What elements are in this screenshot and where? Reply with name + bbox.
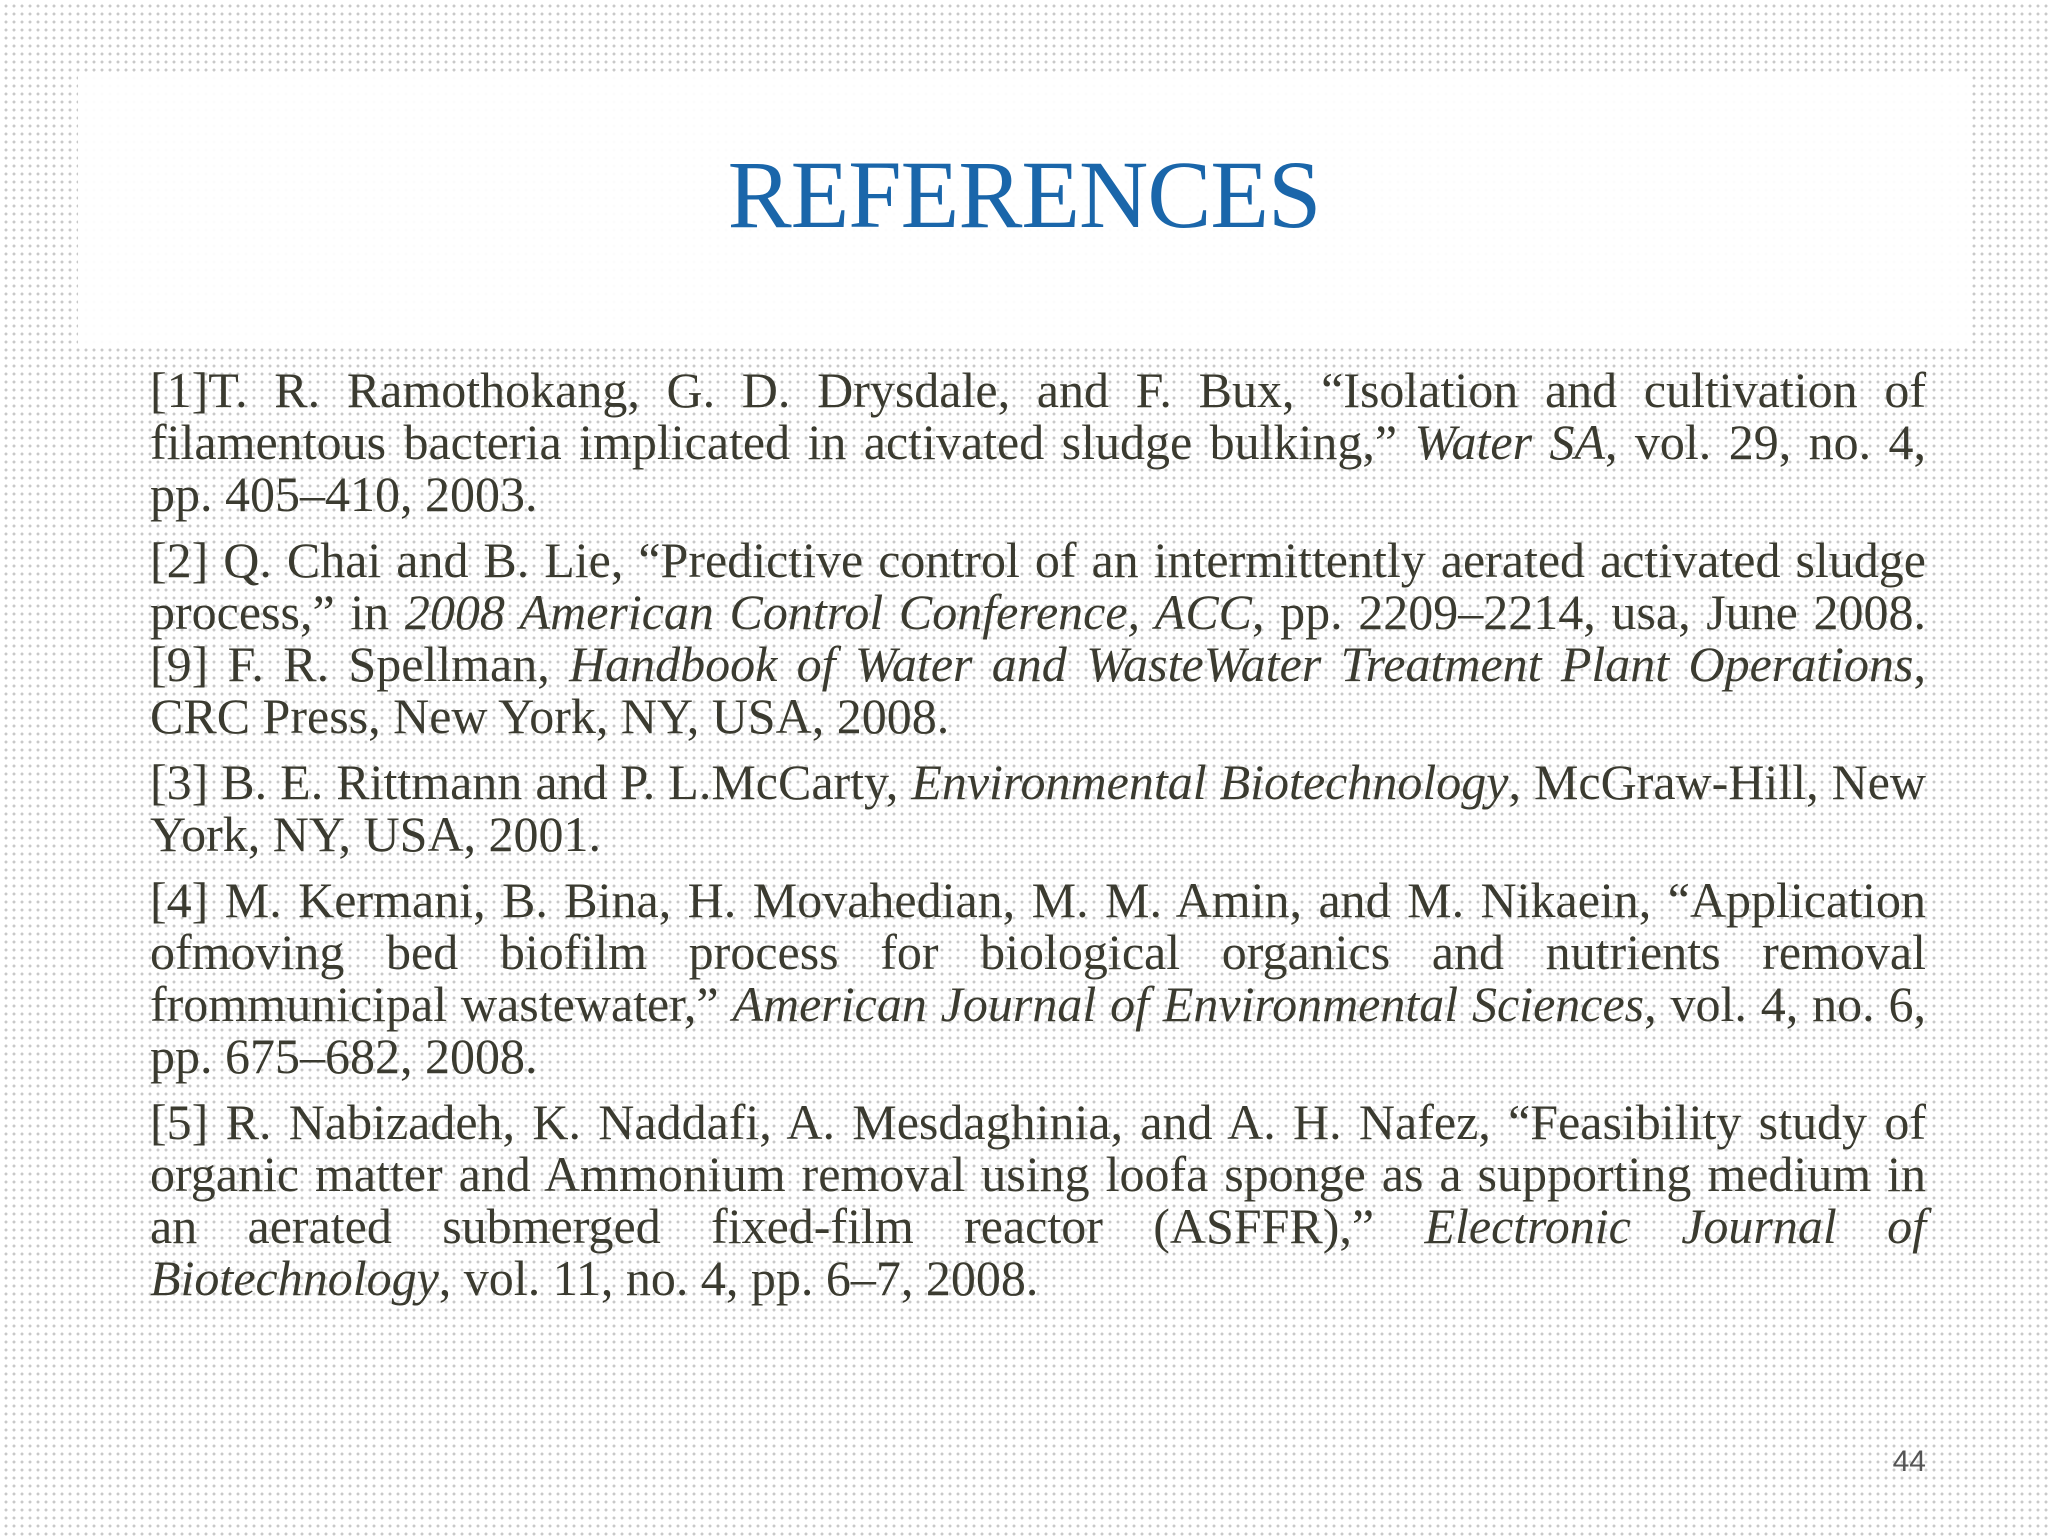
reference-italic-text: Environmental Biotechnology <box>911 754 1509 810</box>
reference-text: , CRC Press, New York, NY, USA, 2008. <box>150 636 1926 744</box>
reference-italic-text: Electronic Journal of Biotechnology <box>150 1198 1926 1306</box>
reference-text: , vol. 11, no. 4, pp. 6–7, 2008. <box>438 1250 1039 1306</box>
reference-item <box>150 534 1926 742</box>
reference-italic-text: Water SA <box>1414 414 1605 470</box>
reference-text: [1]T. R. Ramothokang, G. D. Drysdale, and F. Bux, “Isolation and cultivation of filamentous bacteria implicated in activated sludge bulking,” <box>150 362 1926 470</box>
reference-text: , vol. 4, no. 6, pp. 675–682, 2008. <box>150 976 1926 1084</box>
reference-italic-text: 2008 American Control Conference, ACC <box>404 584 1253 640</box>
slide-number: 44 <box>1892 1445 1926 1478</box>
reference-italic-text: American Journal of Environmental Sciences <box>732 976 1645 1032</box>
reference-text: , McGraw-Hill, New York, NY, USA, 2001. <box>150 754 1926 862</box>
slide-title: REFERENCES <box>727 141 1321 248</box>
reference-text: [2] Q. Chai and B. Lie, “Predictive control of an intermittently aerated activated sludge process,” in <box>150 532 1926 640</box>
reference-italic-text: Handbook of Water and WasteWater Treatment Plant Operations <box>569 636 1914 692</box>
reference-text: [5] R. Nabizadeh, K. Naddafi, A. Mesdaghinia, and A. H. Nafez, “Feasibility study of organic matter and Ammonium removal using loofa sponge as a supporting medium in an aerated submerged fixed-film reactor (ASFFR),” <box>150 1094 1926 1254</box>
reference-text: , vol. 29, no. 4, pp. 405–410, 2003. <box>150 414 1926 522</box>
reference-list <box>150 364 1926 1318</box>
reference-text: [4] M. Kermani, B. Bina, H. Movahedian, M. M. Amin, and M. Nikaein, “Application ofmoving bed biofilm process for biological organics and nutrients removal frommunicipal wastewater,” <box>150 872 1926 1032</box>
reference-item <box>150 1096 1926 1304</box>
reference-text: , pp. 2209–2214, usa, June 2008. [9] F. R. Spellman, <box>150 584 1926 692</box>
reference-item <box>150 756 1926 860</box>
reference-text: [3] B. E. Rittmann and P. L.McCarty, <box>150 754 912 810</box>
reference-item <box>150 874 1926 1082</box>
reference-item <box>150 364 1926 520</box>
